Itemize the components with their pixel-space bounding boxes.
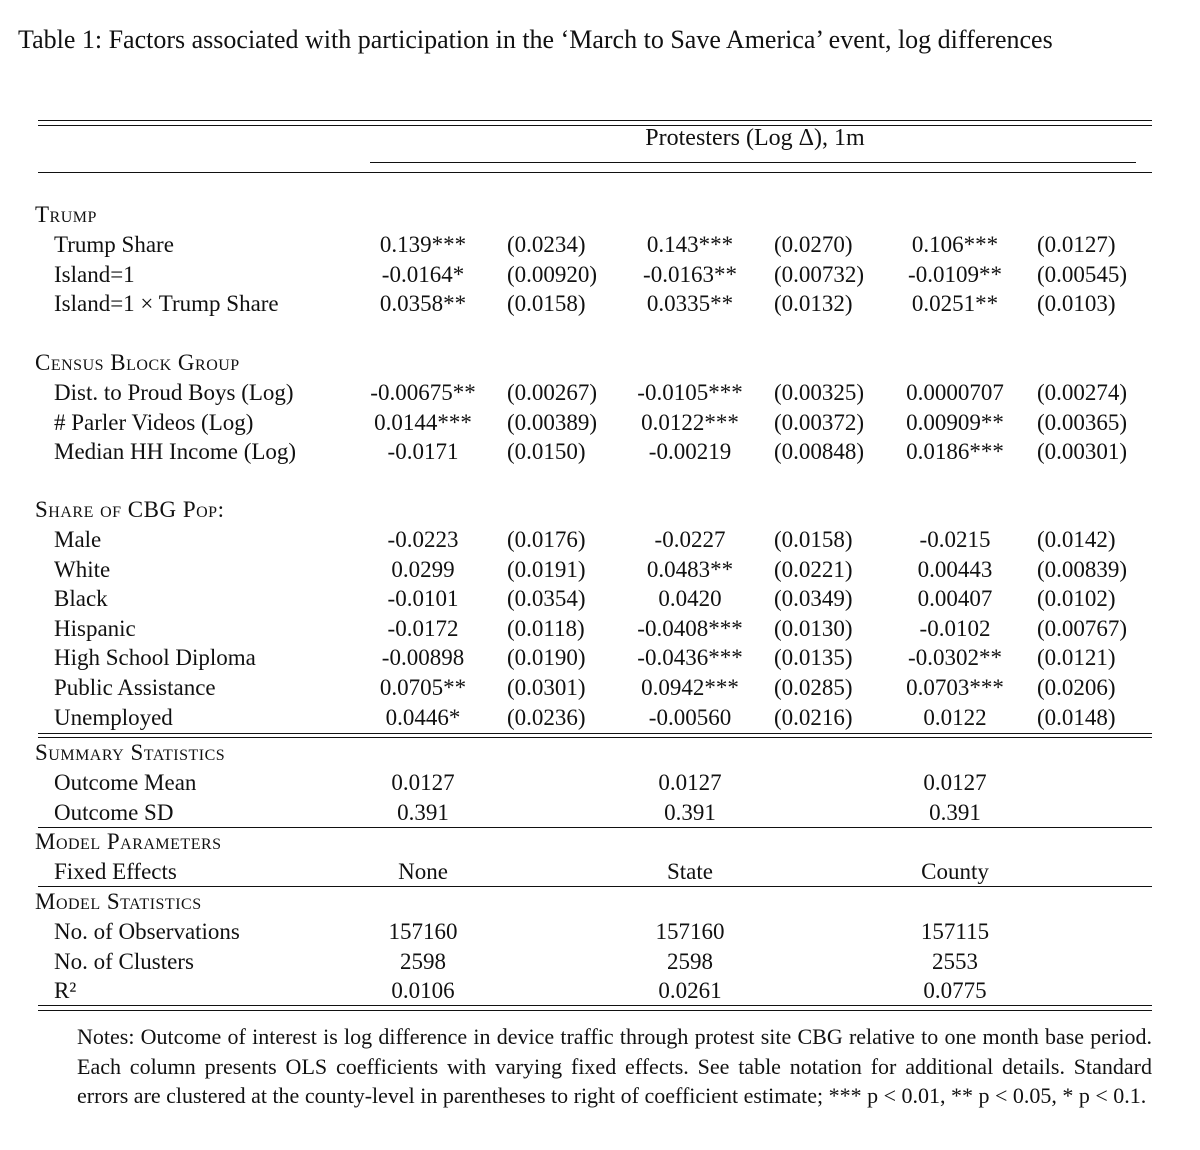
section-title: Census Block Group [35,350,240,375]
standard-error-cell: (0.00274) [1037,380,1128,405]
standard-error-cell: (0.00839) [1037,556,1128,582]
coefficient-cell: 2553 [932,948,978,974]
coefficient-cell: 0.0127 [391,770,455,795]
top-rule [38,120,1152,121]
standard-error-cell: (0.0234) [507,232,586,257]
standard-error-cell: (0.00920) [507,261,598,287]
row-label: Male [54,527,102,552]
coefficient-cell: -0.00219 [648,439,732,465]
standard-error-cell: (0.0221) [774,556,853,582]
row-label: Unemployed [54,704,173,730]
standard-error-cell: (0.0270) [774,232,853,257]
coefficient-cell: -0.0109** [908,261,1002,287]
coefficient-cell: -0.0302** [908,645,1002,671]
standard-error-cell: (0.00325) [774,380,865,405]
coefficient-cell: -0.0172 [387,615,459,641]
standard-error-cell: (0.0176) [507,527,586,552]
coefficient-cell: 0.0358** [379,291,467,317]
standard-error-cell: (0.0121) [1037,645,1116,671]
standard-error-cell: (0.0132) [774,291,853,317]
coefficient-cell: County [921,859,989,884]
standard-error-cell: (0.00301) [1037,439,1128,465]
coefficient-cell: -0.0227 [654,527,726,552]
coefficient-cell: 0.00407 [917,586,993,612]
coefficient-cell: 0.0420 [658,586,722,612]
row-label: Black [54,586,108,612]
summary-rule-1 [38,733,1152,734]
coefficient-cell: -0.0164* [381,261,465,287]
standard-error-cell: (0.0285) [774,675,853,700]
row-label: Island=1 [54,261,135,287]
coefficient-cell: 0.0144*** [374,409,472,435]
row-label: Trump Share [54,232,174,257]
row-label: # Parler Videos (Log) [54,409,254,435]
coefficient-cell: 0.106*** [911,232,999,257]
section-title: Model Statistics [35,889,202,914]
row-label: Fixed Effects [54,859,177,884]
coefficient-cell: 2598 [667,948,713,974]
standard-error-cell: (0.0191) [507,556,586,582]
coefficient-cell: -0.0215 [919,527,991,552]
standard-error-cell: (0.0148) [1037,704,1116,730]
coefficient-cell: 0.0186*** [906,439,1004,465]
model-stats-rule [38,886,1152,887]
row-label: Hispanic [54,615,136,641]
model-params-rule [38,827,1152,828]
row-label: No. of Clusters [54,948,194,974]
coefficient-cell: None [398,859,448,884]
coefficient-cell: -0.0223 [387,527,459,552]
coefficient-cell: 0.0775 [923,978,987,1004]
standard-error-cell: (0.0206) [1037,675,1116,700]
coefficient-cell: State [667,859,713,884]
row-label: High School Diploma [54,645,256,671]
coefficient-cell: -0.00898 [381,645,465,671]
standard-error-cell: (0.0150) [507,439,586,465]
coefficient-cell: -0.0105*** [637,380,743,405]
coefficient-cell: -0.0101 [387,586,459,612]
standard-error-cell: (0.0102) [1037,586,1116,612]
coefficient-cell: 0.0261 [658,978,722,1004]
coefficient-cell: 0.0446* [385,704,461,730]
standard-error-cell: (0.0349) [774,586,853,612]
coefficient-cell: -0.0102 [919,615,991,641]
section-title: Trump [35,202,97,227]
standard-error-cell: (0.0301) [507,675,586,700]
standard-error-cell: (0.0354) [507,586,586,612]
row-label: R² [54,978,77,1004]
coefficient-cell: -0.00675** [370,380,476,405]
coefficient-cell: -0.0171 [387,439,459,465]
coefficient-cell: -0.00560 [648,704,732,730]
table-notes: Notes: Outcome of interest is log difference in device traffic through protest site CBG relative to one month base period. Each column presents OLS coefficients with varying fixed effects. See table notation for additional details. Standard errors are clustered at the county-level in parentheses to right of coefficient estimate; *** p < 0.01, ** p < 0.05, * p < 0.1. [77,1024,1152,1108]
coefficient-cell: 0.391 [929,799,981,825]
header-underline [370,162,1136,163]
coefficient-cell: 0.0122 [923,704,987,730]
section-title: Summary Statistics [35,740,226,765]
standard-error-cell: (0.0190) [507,645,586,671]
standard-error-cell: (0.0130) [774,615,853,641]
coefficient-cell: 0.0127 [658,770,722,795]
coefficient-cell: 157160 [388,919,458,944]
standard-error-cell: (0.00767) [1037,615,1128,641]
coefficient-cell: 0.0299 [391,556,455,582]
coefficient-cell: 157160 [655,919,725,944]
standard-error-cell: (0.0216) [774,704,853,730]
coefficient-cell: -0.0163** [643,261,737,287]
table-caption: Table 1: Factors associated with participation in the ‘March to Save America’ event, log differences [18,25,1053,54]
row-label: Island=1 × Trump Share [54,291,279,317]
standard-error-cell: (0.0158) [507,291,586,317]
coefficient-cell: 0.139*** [379,232,467,257]
section-title: Share of CBG Pop: [35,497,225,522]
standard-error-cell: (0.00267) [507,380,598,405]
row-label: Outcome SD [54,799,174,825]
summary-rule-2 [38,737,1152,738]
standard-error-cell: (0.00389) [507,409,598,435]
standard-error-cell: (0.0127) [1037,232,1116,257]
coefficient-cell: 0.0127 [923,770,987,795]
coefficient-cell: 0.143*** [646,232,734,257]
row-label: Public Assistance [54,675,216,700]
row-label: No. of Observations [54,919,240,944]
coefficient-cell: 0.0251** [911,291,999,317]
coefficient-cell: 0.0703*** [906,675,1004,700]
coefficient-cell: 0.0483** [646,556,734,582]
coefficient-cell: 0.0335** [646,291,734,317]
coefficient-cell: 0.0942*** [641,675,739,700]
standard-error-cell: (0.0103) [1037,291,1116,317]
coefficient-cell: 157115 [920,919,990,944]
standard-error-cell: (0.00732) [774,261,865,287]
coefficient-cell: 0.391 [664,799,716,825]
coefficient-cell: 0.391 [397,799,449,825]
standard-error-cell: (0.0236) [507,704,586,730]
standard-error-cell: (0.0118) [507,615,585,641]
bottom-rule-1 [38,1005,1152,1006]
coefficient-cell: 0.0106 [391,978,455,1004]
standard-error-cell: (0.00365) [1037,409,1128,435]
standard-error-cell: (0.00545) [1037,261,1128,287]
header-bottom-rule [38,172,1152,173]
row-label: White [54,556,111,582]
column-header: Protesters (Log Δ), 1m [645,125,865,151]
coefficient-cell: 0.00909** [906,409,1004,435]
row-label: Dist. to Proud Boys (Log) [54,380,294,405]
standard-error-cell: (0.00848) [774,439,865,465]
coefficient-cell: 0.0122*** [641,409,739,435]
row-label: Median HH Income (Log) [54,439,297,465]
coefficient-cell: -0.0408*** [637,615,743,641]
row-label: Outcome Mean [54,770,197,795]
standard-error-cell: (0.00372) [774,409,865,435]
bottom-rule-2 [38,1010,1152,1011]
coefficient-cell: 2598 [400,948,446,974]
coefficient-cell: 0.0000707 [906,380,1004,405]
coefficient-cell: 0.00443 [917,556,993,582]
coefficient-cell: 0.0705** [379,675,467,700]
section-title: Model Parameters [35,829,222,854]
standard-error-cell: (0.0142) [1037,527,1116,552]
coefficient-cell: -0.0436*** [637,645,743,671]
standard-error-cell: (0.0135) [774,645,853,671]
standard-error-cell: (0.0158) [774,527,853,552]
